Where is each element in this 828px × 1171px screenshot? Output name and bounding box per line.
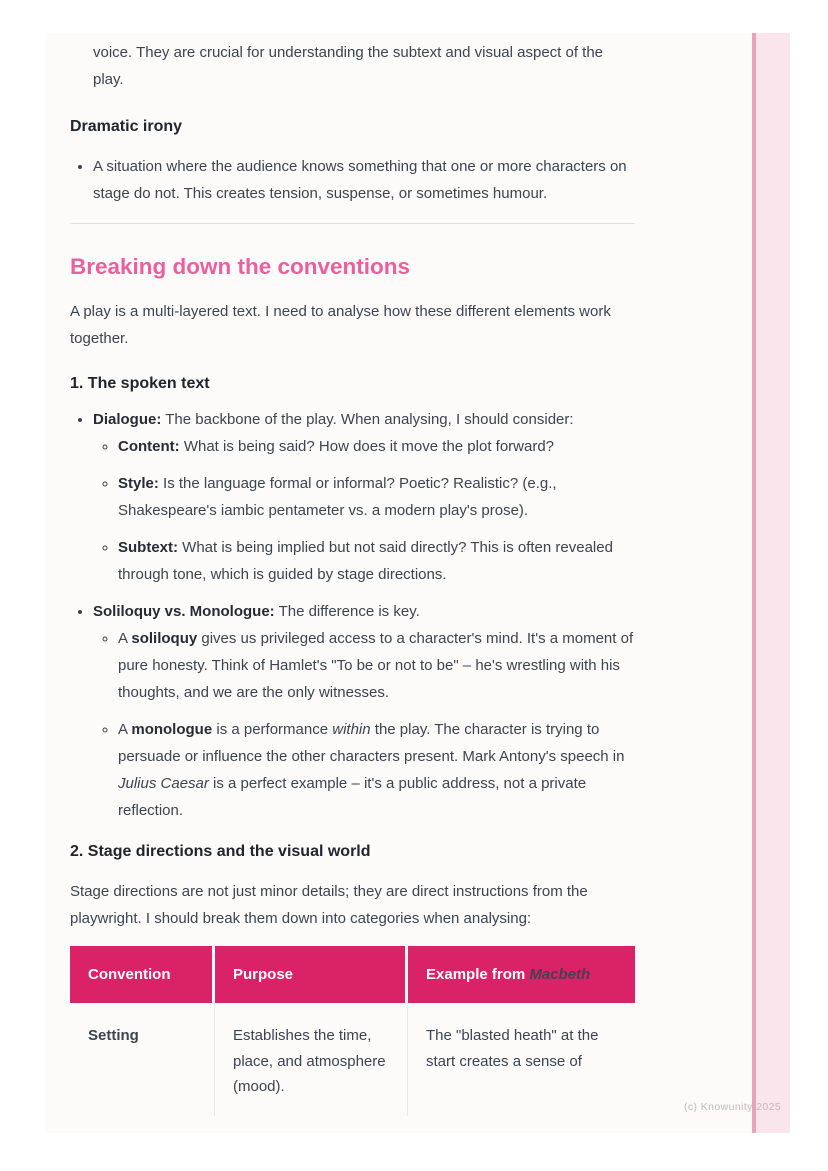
style-text: Is the language formal or informal? Poetic? Realistic? (e.g., Shakespeare's iambic pentameter vs. a modern play's prose). bbox=[118, 475, 557, 519]
italic-julius-caesar: Julius Caesar bbox=[118, 775, 209, 792]
soliloquy-vs-text: The difference is key. bbox=[274, 603, 420, 620]
soliloquy-sublist bbox=[93, 625, 635, 824]
term-content: Content: bbox=[118, 438, 180, 455]
soliloquy-text: gives us privileged access to a character's mind. It's a moment of pure honesty. Think of Hamlet's "To be or not to be" – he's wrestling with his thoughts, and we are the only witnesses. bbox=[118, 630, 634, 701]
subtext-text: What is being implied but not said directly? This is often revealed through tone, which is guided by stage directions. bbox=[118, 539, 613, 583]
section-title: Breaking down the conventions bbox=[70, 254, 411, 279]
term-dialogue: Dialogue: bbox=[93, 411, 162, 428]
dialogue-sublist bbox=[93, 433, 635, 588]
heading-spoken-text: 1. The spoken text bbox=[70, 375, 210, 392]
paragraph-continuation: voice. They are crucial for understanding the subtext and visual aspect of the play. bbox=[93, 44, 604, 88]
dramatic-irony-text: A situation where the audience knows something that one or more characters on stage do not. This creates tension, suspense, or sometimes humour. bbox=[93, 158, 627, 202]
list-item-subtext bbox=[118, 534, 635, 588]
list-item-soliloquy bbox=[118, 625, 635, 706]
heading-dramatic-irony: Dramatic irony bbox=[70, 118, 183, 135]
cell-example: The "blasted heath" at the start creates a sense of bbox=[408, 1003, 635, 1116]
monologue-mid1: is a performance bbox=[212, 721, 333, 738]
content-text: What is being said? How does it move the plot forward? bbox=[179, 438, 555, 455]
stage-directions-intro: Stage directions are not just minor details; they are direct instructions from the playwright. I should break them down into categories when analysing: bbox=[70, 883, 588, 927]
dialogue-text: The backbone of the play. When analysing, I should consider: bbox=[161, 411, 574, 428]
term-style: Style: bbox=[118, 475, 159, 492]
document-content bbox=[45, 33, 635, 1116]
list-item-content bbox=[118, 433, 635, 460]
watermark: (c) Knowunity 2025 bbox=[684, 1101, 782, 1113]
term-soliloquy-vs-monologue: Soliloquy vs. Monologue: bbox=[93, 603, 275, 620]
monologue-mid2: the play. The character is trying to persuade or influence the other characters present. Mark Antony's speech in bbox=[118, 721, 625, 765]
list-item-soliloquy-vs-monologue bbox=[93, 598, 635, 824]
table-header-row bbox=[70, 946, 635, 1003]
monologue-pre: A bbox=[118, 721, 132, 738]
list-item-style bbox=[118, 470, 635, 524]
dramatic-irony-list bbox=[70, 153, 635, 207]
macbeth-title: Macbeth bbox=[529, 965, 591, 983]
column-header-example bbox=[408, 946, 635, 1003]
document-page bbox=[45, 33, 790, 1133]
cell-purpose: Establishes the time, place, and atmosphere (mood). bbox=[215, 1003, 408, 1116]
list-item-dialogue bbox=[93, 406, 635, 588]
conventions-table bbox=[70, 946, 635, 1116]
monologue-post: is a perfect example – it's a public address, not a private reflection. bbox=[118, 775, 587, 819]
column-header-convention: Convention bbox=[70, 946, 215, 1003]
soliloquy-pre: A bbox=[118, 630, 132, 647]
spoken-text-list bbox=[70, 406, 635, 824]
table-row-setting bbox=[70, 1003, 635, 1116]
example-header-text: Example from bbox=[426, 965, 530, 983]
section-divider bbox=[70, 223, 635, 224]
term-subtext: Subtext: bbox=[118, 539, 178, 556]
italic-within: within bbox=[332, 721, 371, 738]
column-header-purpose: Purpose bbox=[215, 946, 408, 1003]
cell-convention: Setting bbox=[70, 1003, 215, 1116]
list-item bbox=[93, 153, 635, 207]
page-edge-strip bbox=[752, 33, 790, 1133]
term-monologue: monologue bbox=[131, 721, 213, 738]
term-soliloquy: soliloquy bbox=[131, 630, 198, 647]
section-intro: A play is a multi-layered text. I need to analyse how these different elements work together. bbox=[70, 303, 611, 347]
list-item-monologue bbox=[118, 716, 635, 824]
heading-stage-directions: 2. Stage directions and the visual world bbox=[70, 843, 371, 860]
